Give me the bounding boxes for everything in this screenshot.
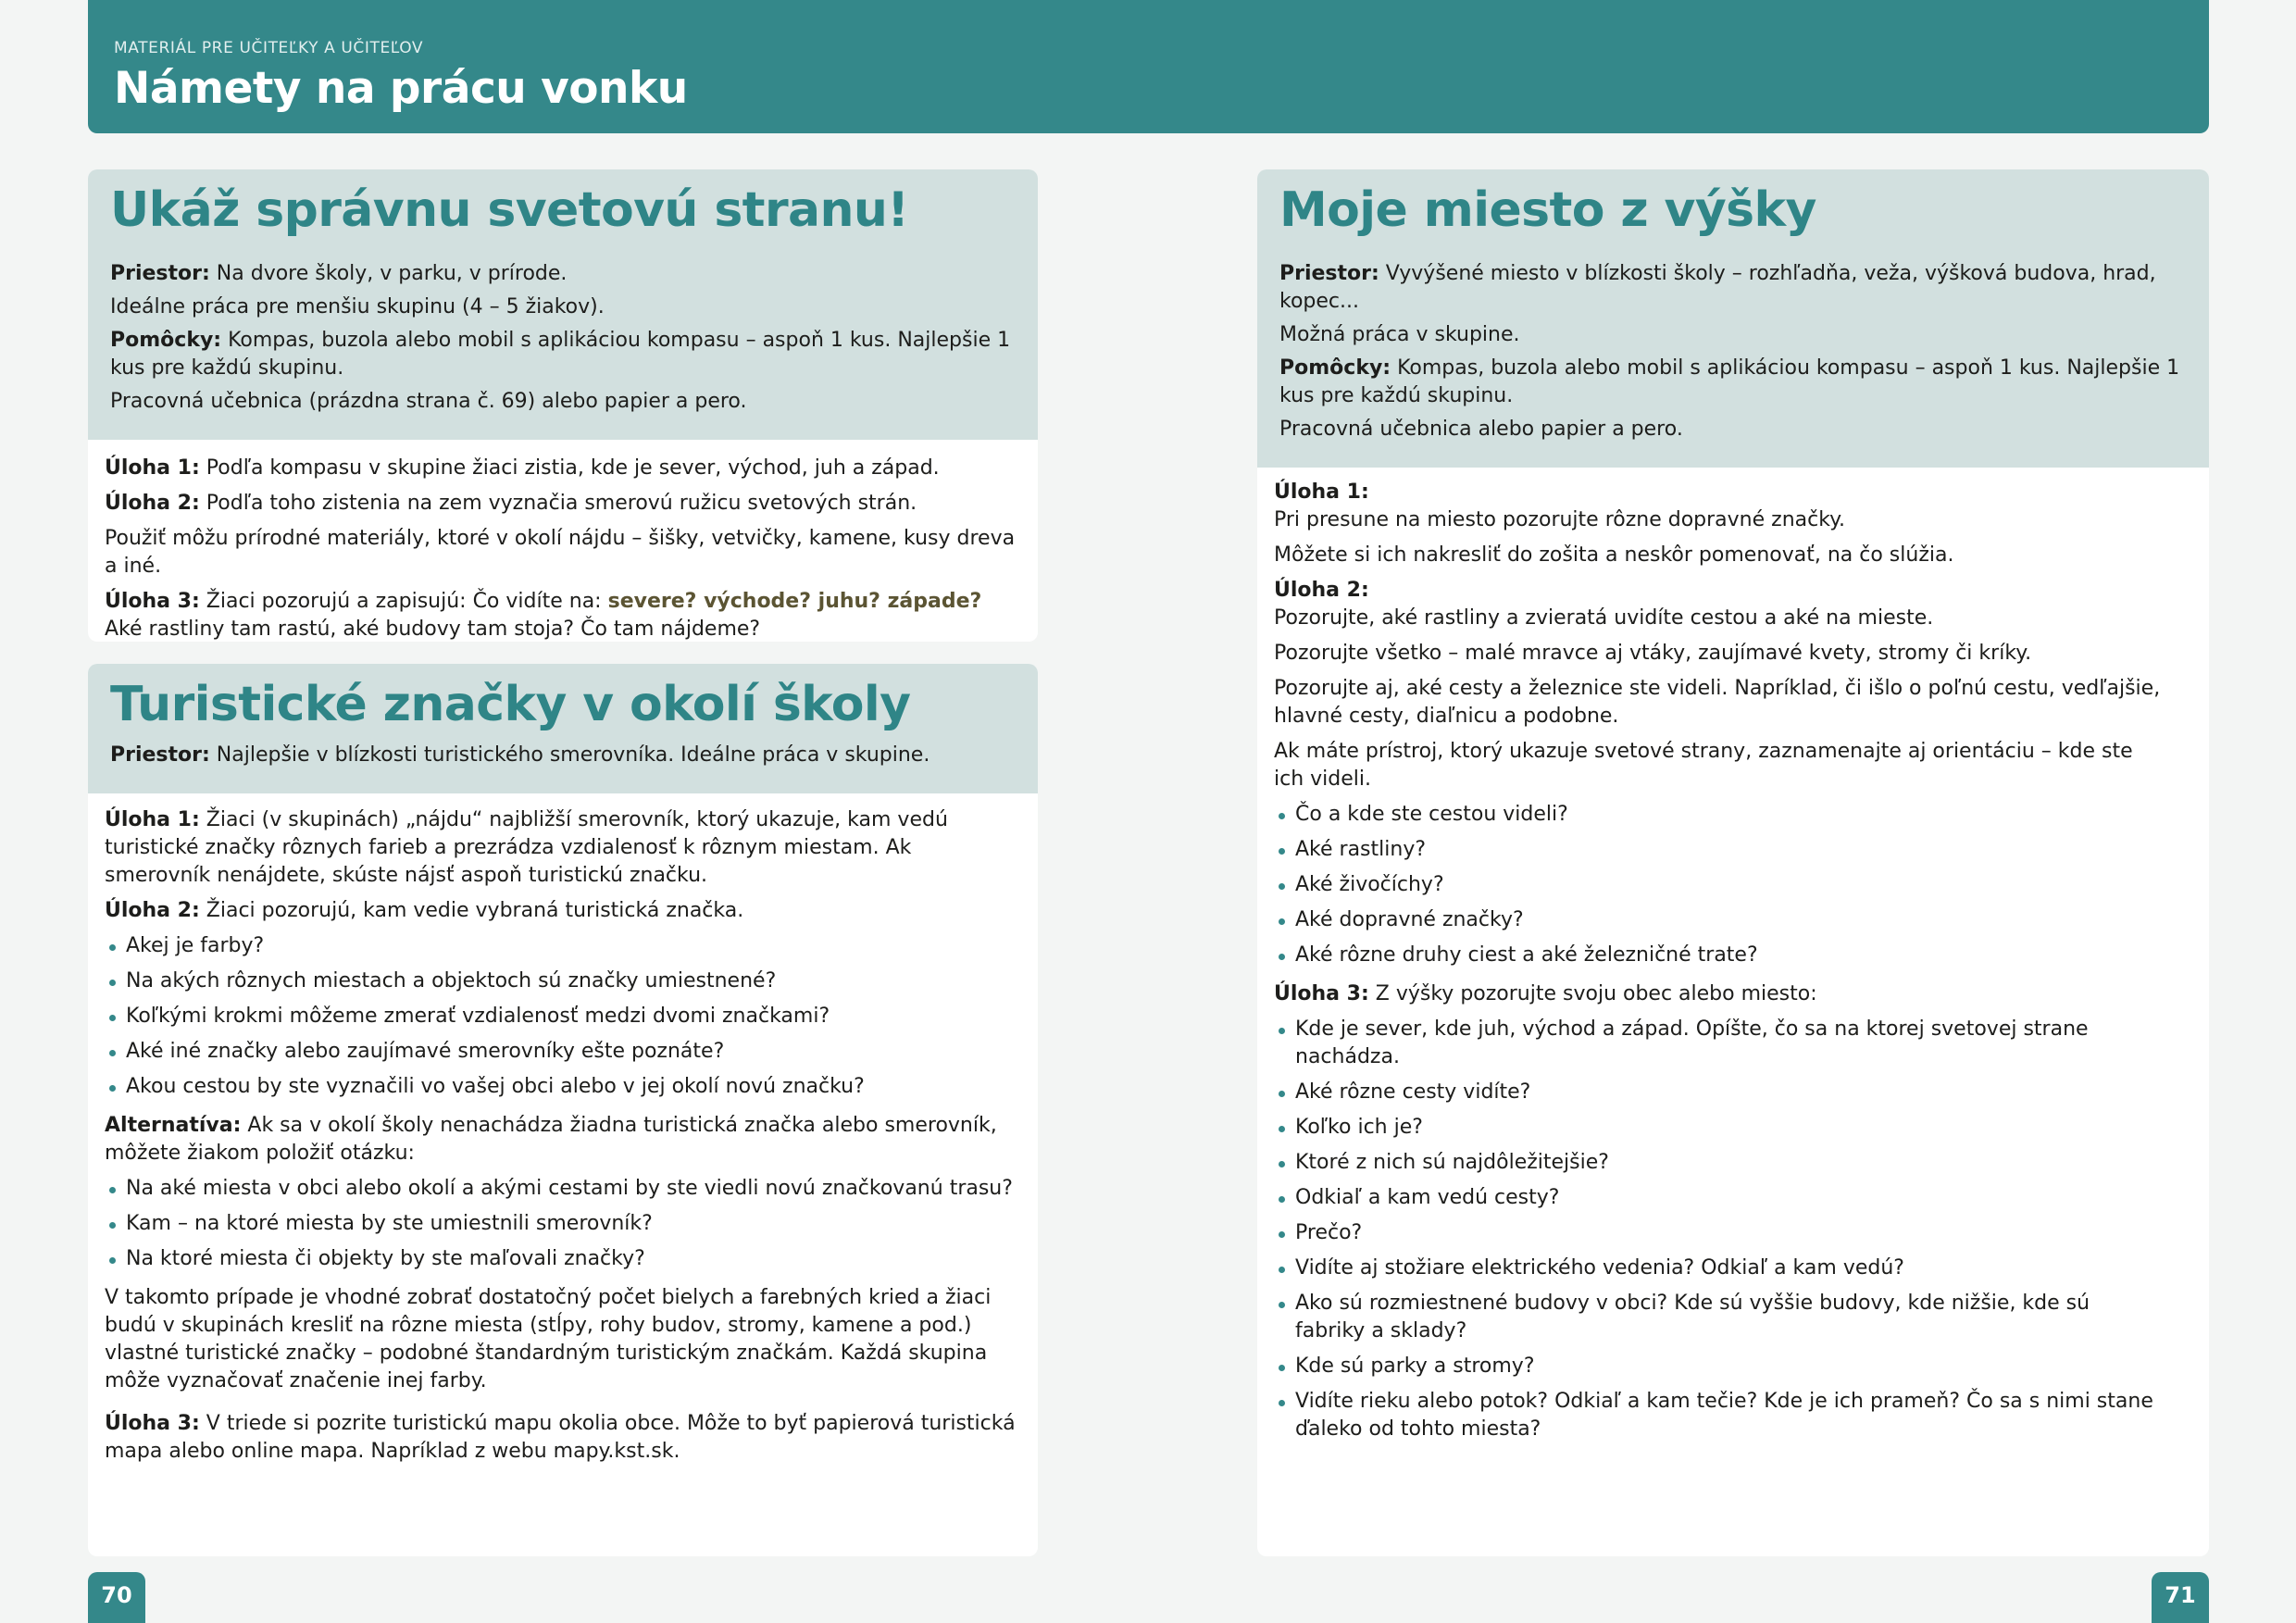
task-2-line: Pozorujte, aké rastliny a zvieratá uvidíte cestou a aké na mieste. bbox=[1274, 606, 1934, 630]
pomocky-label: Pomôcky: bbox=[1279, 356, 1391, 380]
task-3-label: Úloha 3: bbox=[105, 1412, 200, 1435]
task-1-label: Úloha 1: bbox=[105, 808, 200, 831]
page-number-right: 71 bbox=[2152, 1572, 2209, 1623]
list-item: Ako sú rozmiestnené budovy v obci? Kde sú vyššie budovy, kde nižšie, kde sú fabriky a sklady? bbox=[1274, 1290, 2163, 1345]
task-2-line: Pozorujte všetko – malé mravce aj vtáky, zaujímavé kvety, stromy či kríky. bbox=[1274, 642, 2032, 665]
header-subtitle: MATERIÁL PRE UČITEĽKY A UČITEĽOV bbox=[114, 39, 424, 57]
task-1-label bbox=[1274, 479, 2163, 506]
list-item: Na ktoré miesta či objekty by ste maľovali značky? bbox=[105, 1245, 1019, 1273]
priestor-label: Priestor: bbox=[1279, 262, 1379, 285]
list-item: Akej je farby? bbox=[105, 932, 1019, 960]
card-head bbox=[88, 664, 1038, 793]
task-1-line: Pri presune na miesto pozorujte rôzne dopravné značky. bbox=[1274, 508, 1846, 531]
priestor-line bbox=[1279, 260, 2187, 316]
task-3 bbox=[1274, 980, 2163, 1008]
list-item: Aké dopravné značky? bbox=[1274, 906, 2163, 934]
task-3-text: V triede si pozrite turistickú mapu okolia obce. Môže to byť papierová turistická mapa alebo online mapa. Napríklad z webu mapy.kst.sk. bbox=[105, 1412, 1016, 1463]
page-number-left: 70 bbox=[88, 1572, 145, 1623]
list-item: Na akých rôznych miestach a objektoch sú značky umiestnené? bbox=[105, 968, 1019, 995]
task-2-label bbox=[1274, 577, 2163, 605]
task-2-line: Ak máte prístroj, ktorý ukazuje svetové strany, zaznamenajte aj orientáciu – kde ste ich videli. bbox=[1274, 740, 2133, 791]
priestor-text: Vyvýšené miesto v blízkosti školy – rozhľadňa, veža, výšková budova, hrad, kopec... bbox=[1279, 262, 2156, 313]
alternative bbox=[105, 1112, 1019, 1167]
list-item: Vidíte rieku alebo potok? Odkiaľ a kam tečie? Kde je ich prameň? Čo sa s nimi stane ďaleko od tohto miesta? bbox=[1274, 1388, 2163, 1443]
task-3-extra: Aké rastliny tam rastú, aké budovy tam stoja? Čo tam nájdeme? bbox=[105, 618, 761, 641]
list-item: Aké živočíchy? bbox=[1274, 871, 2163, 899]
list-item: Koľkými krokmi môžeme zmerať vzdialenosť medzi dvomi značkami? bbox=[105, 1003, 1019, 1030]
list-item: Aké iné značky alebo zaujímavé smerovníky ešte poznáte? bbox=[105, 1038, 1019, 1066]
card-miesto-z-vysky bbox=[1257, 169, 2209, 1556]
list-item: Kde je sever, kde juh, východ a západ. Opíšte, čo sa na ktorej svetovej strane nachádza. bbox=[1274, 1016, 2163, 1071]
pomocky-line bbox=[110, 327, 1016, 382]
card-body bbox=[88, 440, 1038, 642]
task-1-label: Úloha 1: bbox=[105, 456, 200, 480]
task-2-label: Úloha 2: bbox=[105, 899, 200, 922]
pomocky-label: Pomôcky: bbox=[110, 329, 222, 352]
list-item: Ktoré z nich sú najdôležitejšie? bbox=[1274, 1149, 2163, 1177]
paragraph: V takomto prípade je vhodné zobrať dostatočný počet bielych a farebných kried a žiaci budú v skupinách kresliť na rôzne miesta (stĺpy, rohy budov, stromy, kamene a pod.) vlastné turistické značky – podobné štandardným turistickým značkám. Každá skupina môže vyznačovať značenie inej farby. bbox=[105, 1286, 992, 1392]
alternative-text: Ak sa v okolí školy nenachádza žiadna turistická značka alebo smerovník, môžete žiakom položiť otázku: bbox=[105, 1114, 997, 1165]
header-title: Námety na prácu vonku bbox=[114, 63, 688, 114]
list-item: Aké rastliny? bbox=[1274, 836, 2163, 864]
task-3-text: Žiaci pozorujú a zapisujú: Čo vidíte na: bbox=[199, 590, 608, 613]
group-line: Ideálne práca pre menšiu skupinu (4 – 5 žiakov). bbox=[110, 295, 605, 318]
list-item: Kde sú parky a stromy? bbox=[1274, 1353, 2163, 1380]
card-title: Ukáž správnu svetovú stranu! bbox=[110, 182, 909, 238]
card-head bbox=[1257, 169, 2209, 468]
priestor-text: Na dvore školy, v parku, v prírode. bbox=[209, 262, 568, 285]
task-3 bbox=[105, 588, 1019, 616]
task-2-text: Podľa toho zistenia na zem vyznačia smerovú ružicu svetových strán. bbox=[199, 492, 917, 515]
task-2 bbox=[105, 897, 1019, 925]
question-list-1 bbox=[105, 932, 1019, 1101]
materials-line: Pracovná učebnica alebo papier a pero. bbox=[1279, 418, 1683, 441]
task-3-label: Úloha 3: bbox=[105, 590, 200, 613]
list-item: Vidíte aj stožiare elektrického vedenia? Odkiaľ a kam vedú? bbox=[1274, 1255, 2163, 1282]
list-item: Kam – na ktoré miesta by ste umiestnili smerovník? bbox=[105, 1210, 1019, 1238]
card-head bbox=[88, 169, 1038, 440]
list-item: Akou cestou by ste vyznačili vo vašej obci alebo v jej okolí novú značku? bbox=[105, 1073, 1019, 1101]
card-title: Moje miesto z výšky bbox=[1279, 182, 1816, 238]
task-2-text: Žiaci pozorujú, kam vedie vybraná turistická značka. bbox=[199, 899, 744, 922]
task-2-extra: Použiť môžu prírodné materiály, ktoré v okolí nájdu – šišky, vetvičky, kamene, kusy dreva a iné. bbox=[105, 527, 1016, 578]
priestor-line bbox=[110, 742, 1016, 769]
pomocky-text: Kompas, buzola alebo mobil s aplikáciou kompasu – aspoň 1 kus. Najlepšie 1 kus pre každú skupinu. bbox=[1279, 356, 2180, 407]
task-1-label-text: Úloha 1: bbox=[1274, 481, 1369, 504]
task-1 bbox=[105, 806, 1019, 890]
card-title: Turistické značky v okolí školy bbox=[110, 677, 911, 732]
priestor-label: Priestor: bbox=[110, 262, 210, 285]
task-1-line: Môžete si ich nakresliť do zošita a neskôr pomenovať, na čo slúžia. bbox=[1274, 543, 1954, 567]
priestor-line bbox=[110, 260, 1016, 288]
task-3-highlight: severe? východe? juhu? západe? bbox=[607, 590, 982, 613]
card-body bbox=[1257, 468, 2209, 1464]
card-body bbox=[88, 793, 1038, 1482]
task-2 bbox=[105, 490, 1019, 518]
list-item: Na aké miesta v obci alebo okolí a akými cestami by ste viedli novú značkovanú trasu? bbox=[105, 1175, 1019, 1203]
list-item: Koľko ich je? bbox=[1274, 1114, 2163, 1142]
task-2-label-text: Úloha 2: bbox=[1274, 579, 1369, 602]
list-item: Čo a kde ste cestou videli? bbox=[1274, 801, 2163, 829]
list-item: Prečo? bbox=[1274, 1219, 2163, 1247]
list-item: Aké rôzne cesty vidíte? bbox=[1274, 1079, 2163, 1106]
question-list-2 bbox=[105, 1175, 1019, 1273]
question-list-2 bbox=[1274, 1016, 2163, 1443]
task-3 bbox=[105, 1410, 1019, 1466]
task-1-text: Žiaci (v skupinách) „nájdu“ najbližší smerovník, ktorý ukazuje, kam vedú turistické značky rôznych farieb a prezrádza vzdialenosť k rôznym miestam. Ak smerovník nenájdete, skúste nájsť aspoň turistickú značku. bbox=[105, 808, 948, 887]
card-svetova-strana bbox=[88, 169, 1038, 642]
task-3-text: Z výšky pozorujte svoju obec alebo miesto: bbox=[1368, 982, 1817, 1005]
task-2-label: Úloha 2: bbox=[105, 492, 200, 515]
list-item: Odkiaľ a kam vedú cesty? bbox=[1274, 1184, 2163, 1212]
card-turisticke-znacky bbox=[88, 664, 1038, 1556]
alternative-label: Alternatíva: bbox=[105, 1114, 242, 1137]
materials-line: Pracovná učebnica (prázdna strana č. 69) alebo papier a pero. bbox=[110, 390, 747, 413]
question-list-1 bbox=[1274, 801, 2163, 969]
task-1-text: Podľa kompasu v skupine žiaci zistia, kde je sever, východ, juh a západ. bbox=[199, 456, 940, 480]
task-2-line: Pozorujte aj, aké cesty a železnice ste videli. Napríklad, či išlo o poľnú cestu, vedľajšie, hlavné cesty, diaľnicu a podobne. bbox=[1274, 677, 2161, 728]
pomocky-line bbox=[1279, 355, 2187, 410]
task-1 bbox=[105, 455, 1019, 482]
priestor-label: Priestor: bbox=[110, 743, 210, 767]
list-item: Aké rôzne druhy ciest a aké železničné trate? bbox=[1274, 942, 2163, 969]
page-header bbox=[88, 0, 2209, 133]
task-3-label: Úloha 3: bbox=[1274, 982, 1369, 1005]
pomocky-text: Kompas, buzola alebo mobil s aplikáciou kompasu – aspoň 1 kus. Najlepšie 1 kus pre každú skupinu. bbox=[110, 329, 1011, 380]
group-line: Možná práca v skupine. bbox=[1279, 323, 1520, 346]
priestor-text: Najlepšie v blízkosti turistického smerovníka. Ideálne práca v skupine. bbox=[209, 743, 930, 767]
